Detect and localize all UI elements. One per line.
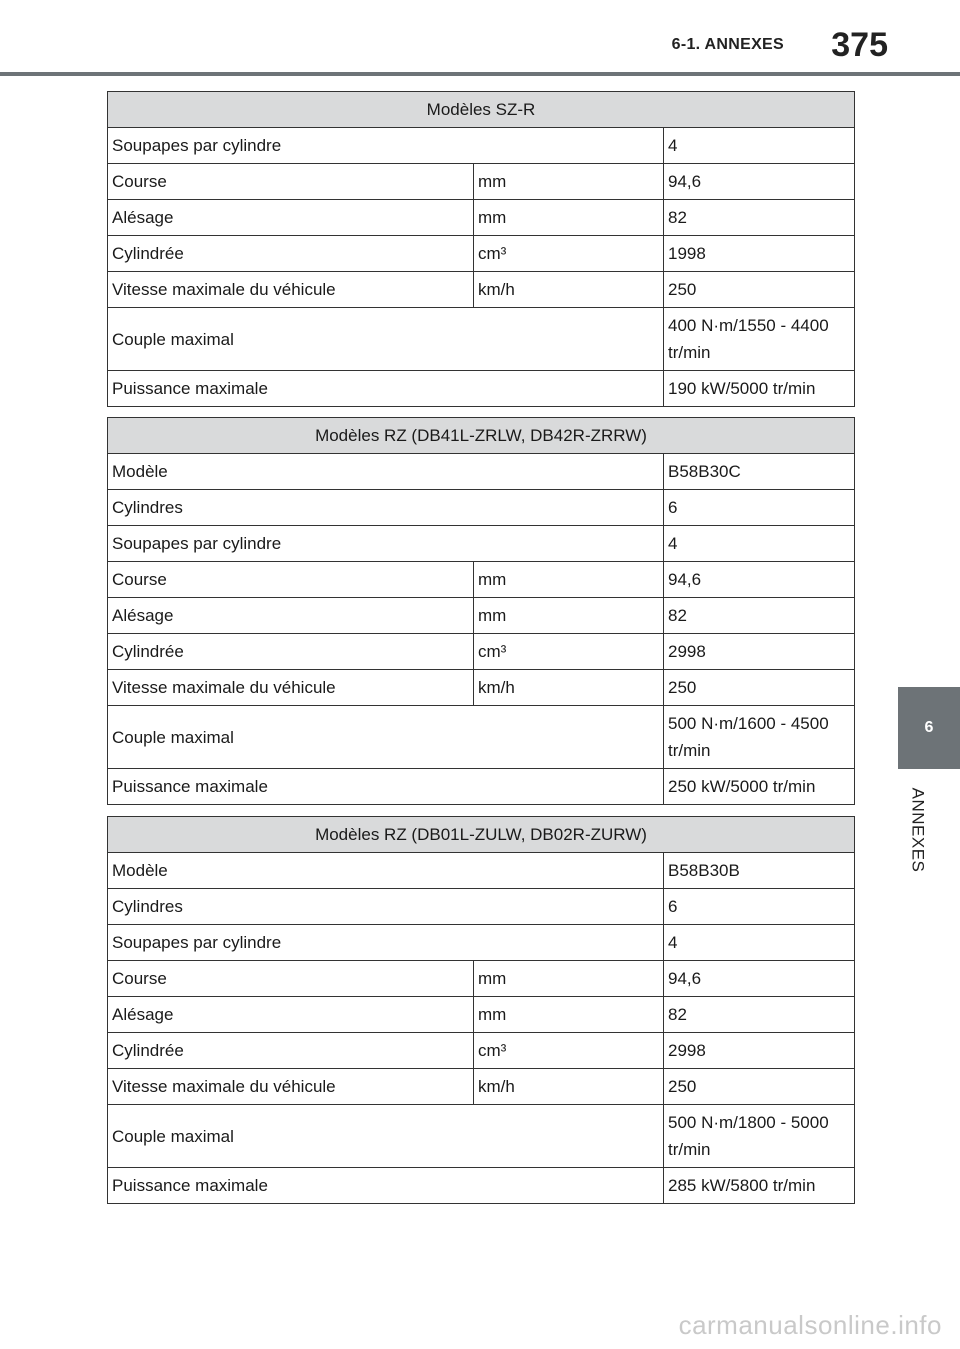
spec-value: 250 [664,670,855,706]
watermark: carmanualsonline.info [678,1310,942,1340]
spec-value-line2: tr/min [668,741,711,760]
chapter-tab[interactable]: 6 [898,687,960,769]
spec-value: 250 [664,272,855,308]
table-title: Modèles RZ (DB01L-ZULW, DB02R-ZURW) [108,817,855,853]
spec-label: Puissance maximale [108,371,664,407]
table-title: Modèles RZ (DB41L-ZRLW, DB42R-ZRRW) [108,418,855,454]
table-row [108,371,855,407]
spec-label: Puissance maximale [108,769,664,805]
spec-label: Cylindrée [108,634,474,670]
spec-value: 4 [664,526,855,562]
spec-unit: mm [474,562,664,598]
spec-value: 94,6 [664,164,855,200]
spec-value: 1998 [664,236,855,272]
spec-value [664,706,855,769]
spec-label: Vitesse maximale du véhicule [108,670,474,706]
spec-value: 82 [664,598,855,634]
spec-value: 4 [664,925,855,961]
table-row [108,889,855,925]
spec-label: Course [108,164,474,200]
spec-value-line1: 500 N·m/1600 - 4500 [668,714,829,733]
spec-label: Alésage [108,598,474,634]
table-row [108,1168,855,1204]
spec-value-line1: 500 N·m/1800 - 5000 [668,1113,829,1132]
table-title: Modèles SZ-R [108,92,855,128]
table-row [108,200,855,236]
table-row [108,997,855,1033]
section-title: 6-1. ANNEXES [671,36,784,53]
spec-label: Cylindres [108,889,664,925]
spec-value: 82 [664,997,855,1033]
spec-value: B58B30B [664,853,855,889]
table-row [108,769,855,805]
table-row [108,526,855,562]
spec-value: 6 [664,889,855,925]
spec-unit: cm³ [474,634,664,670]
spec-table-rz-zrlw [107,417,855,805]
spec-unit: mm [474,598,664,634]
spec-value: 2998 [664,1033,855,1069]
spec-unit: mm [474,164,664,200]
spec-value-line2: tr/min [668,343,711,362]
spec-unit: km/h [474,1069,664,1105]
spec-unit: km/h [474,272,664,308]
spec-value: 250 [664,1069,855,1105]
spec-label: Alésage [108,200,474,236]
chapter-label [905,780,929,880]
spec-value: 285 kW/5800 tr/min [664,1168,855,1204]
spec-unit: mm [474,961,664,997]
table-row [108,308,855,371]
spec-value: 4 [664,128,855,164]
spec-table-sz-r [107,91,855,407]
spec-value: 2998 [664,634,855,670]
table-row [108,1033,855,1069]
spec-value-line2: tr/min [668,1140,711,1159]
table-row [108,236,855,272]
spec-label: Cylindrée [108,1033,474,1069]
spec-unit: km/h [474,670,664,706]
spec-label: Couple maximal [108,1105,664,1168]
spec-value: 82 [664,200,855,236]
table-row [108,598,855,634]
spec-unit: mm [474,200,664,236]
page-number: 375 [831,26,888,64]
spec-label: Course [108,562,474,598]
spec-label: Couple maximal [108,308,664,371]
table-row [108,1069,855,1105]
table-row [108,670,855,706]
spec-value-line1: 400 N·m/1550 - 4400 [668,316,829,335]
spec-label: Vitesse maximale du véhicule [108,1069,474,1105]
table-row [108,1105,855,1168]
chapter-label-text: ANNEXES [908,787,927,873]
spec-unit: mm [474,997,664,1033]
table-row [108,454,855,490]
spec-label: Course [108,961,474,997]
table-row [108,490,855,526]
spec-label: Soupapes par cylindre [108,925,664,961]
table-row [108,706,855,769]
table-row [108,853,855,889]
spec-label: Soupapes par cylindre [108,526,664,562]
spec-label: Modèle [108,853,664,889]
spec-label: Cylindres [108,490,664,526]
table-row [108,272,855,308]
spec-unit: cm³ [474,1033,664,1069]
spec-label: Vitesse maximale du véhicule [108,272,474,308]
spec-value [664,1105,855,1168]
spec-value: B58B30C [664,454,855,490]
header-rule [0,72,960,76]
spec-value: 94,6 [664,961,855,997]
spec-label: Modèle [108,454,664,490]
spec-label: Alésage [108,997,474,1033]
table-row [108,634,855,670]
table-row [108,925,855,961]
table-row [108,128,855,164]
spec-table-rz-zulw [107,816,855,1204]
spec-value: 94,6 [664,562,855,598]
spec-unit: cm³ [474,236,664,272]
spec-value: 190 kW/5000 tr/min [664,371,855,407]
spec-value: 250 kW/5000 tr/min [664,769,855,805]
table-row [108,164,855,200]
table-row [108,961,855,997]
spec-label: Couple maximal [108,706,664,769]
spec-label: Cylindrée [108,236,474,272]
spec-value: 6 [664,490,855,526]
table-row [108,562,855,598]
spec-label: Soupapes par cylindre [108,128,664,164]
spec-value [664,308,855,371]
spec-label: Puissance maximale [108,1168,664,1204]
